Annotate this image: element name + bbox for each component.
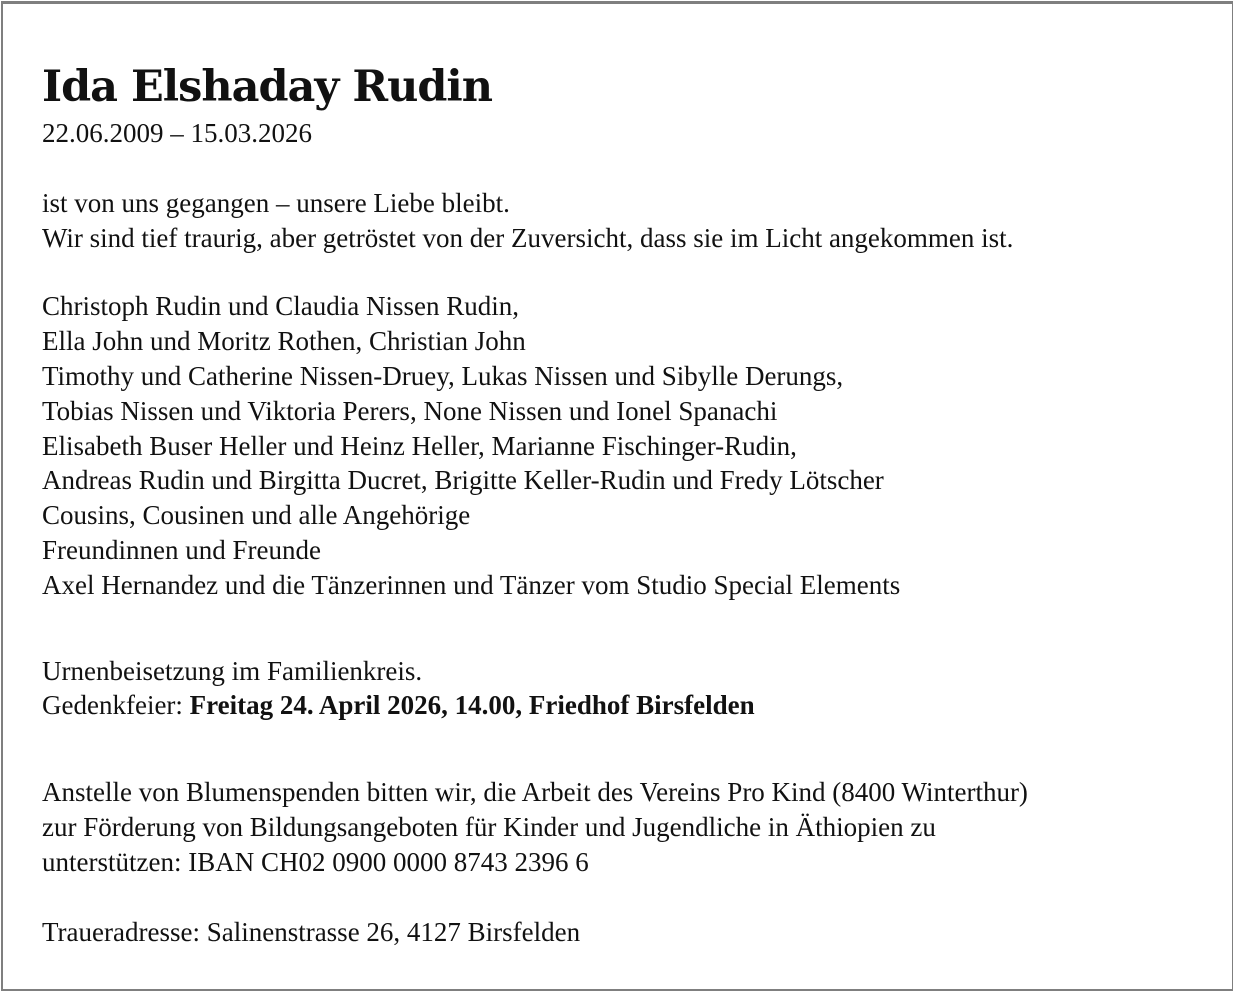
spacer [42,723,1212,775]
notice-frame [1,1,1233,991]
mourner-line: Tobias Nissen und Viktoria Perers, None Nissen und Ionel Spanachi [42,395,778,426]
mourner-line: Ella John und Moritz Rothen, Christian John [42,326,526,357]
spacer [42,151,1212,186]
deceased-name: Ida Elshaday Rudin [42,62,493,112]
mourner-line: Elisabeth Buser Heller und Heinz Heller, Marianne Fischinger-Rudin, [42,430,797,461]
mourner-line: Christoph Rudin und Claudia Nissen Rudin, [42,291,520,322]
spacer [42,255,1212,289]
mourner-line: Cousins, Cousinen und alle Angehörige [42,500,471,531]
mourner-line: Timothy und Catherine Nissen-Druey, Lukas Nissen und Sibylle Derungs, [42,360,844,391]
donation-line: unterstützen: IBAN CH02 0900 0000 8743 2396 6 [42,846,589,877]
spacer [42,603,1212,654]
mourner-line: Andreas Rudin und Birgitta Ducret, Brigitte Keller-Rudin und Fredy Lötscher [42,465,884,496]
burial-note: Urnenbeisetzung im Familienkreis. [42,655,423,686]
message-line: ist von uns gegangen – unsere Liebe bleibt. [42,187,510,218]
life-dates: 22.06.2009 – 15.03.2026 [42,118,312,148]
spacer [42,880,1212,915]
message-line: Wir sind tief traurig, aber getröstet von der Zuversicht, dass sie im Licht angekommen ist. [42,222,1014,253]
mourning-address: Traueradresse: Salinenstrasse 26, 4127 Birsfelden [42,916,581,947]
donation-line: Anstelle von Blumenspenden bitten wir, die Arbeit des Vereins Pro Kind (8400 Winterthur) [42,777,1028,808]
mourner-line: Freundinnen und Freunde [42,534,321,565]
donation-line: zur Förderung von Bildungsangeboten für Kinder und Jugendliche in Äthiopien zu [42,811,936,842]
memorial-label: Gedenkfeier: [42,690,190,721]
memorial-details: Freitag 24. April 2026, 14.00, Friedhof Birsfelden [189,690,755,721]
mourner-line: Axel Hernandez und die Tänzerinnen und Tänzer vom Studio Special Elements [42,569,901,600]
memorial-line [42,688,1212,723]
notice-content [42,56,1212,949]
